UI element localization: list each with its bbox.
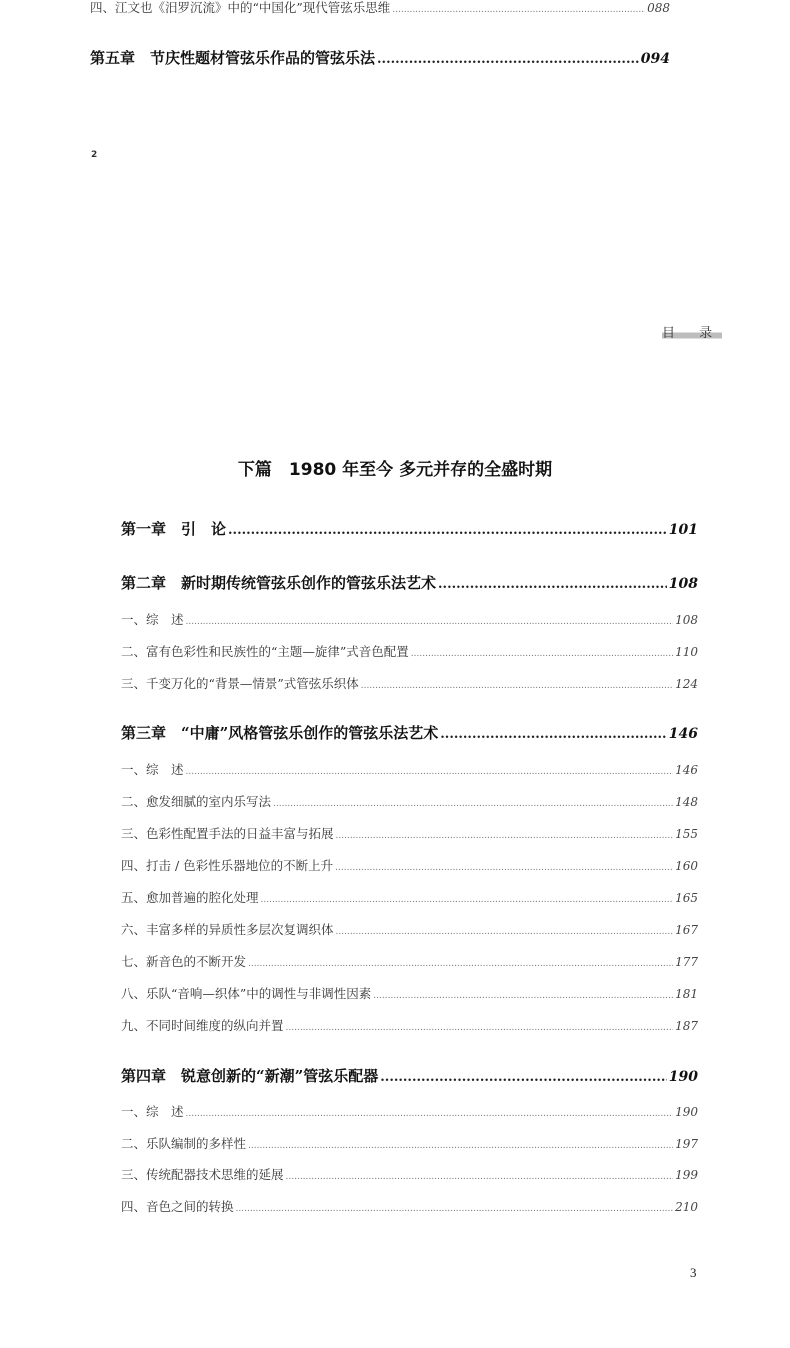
toc-subsection[interactable] <box>121 952 698 970</box>
leader-dots <box>261 895 674 905</box>
toc-chapter-1[interactable] <box>121 518 698 540</box>
toc-subsection[interactable] <box>121 674 698 692</box>
toc-subsection[interactable] <box>121 856 698 874</box>
toc-subsection-label: 五、愈加普遍的腔化处理 <box>121 890 259 905</box>
page-number-right: 3 <box>690 1265 697 1280</box>
toc-subsection[interactable] <box>121 1134 698 1152</box>
toc-subsection[interactable] <box>121 888 698 906</box>
leader-dots <box>335 863 673 873</box>
toc-subsection-page: 165 <box>675 891 698 905</box>
toc-chapter-page: 190 <box>668 1069 698 1085</box>
toc-entry-label: 第五章 节庆性题材管弦乐作品的管弦乐法 <box>90 49 376 67</box>
part-title: 下篇 1980 年至今 多元并存的全盛时期 <box>237 460 553 480</box>
toc-subsection[interactable] <box>121 1165 698 1183</box>
leader-dots <box>273 799 673 809</box>
toc-subsection-label: 一、综 述 <box>121 762 184 777</box>
toc-subsection-label: 一、综 述 <box>121 612 184 627</box>
toc-chapter-label: 第一章 引 论 <box>121 520 227 538</box>
leader-dots <box>440 727 667 742</box>
leader-dots <box>248 959 673 969</box>
toc-entry-prev-subsection[interactable] <box>90 0 670 16</box>
leader-dots <box>286 1172 674 1182</box>
toc-subsection-label: 二、愈发细腻的室内乐写法 <box>121 794 272 809</box>
toc-chapter-3[interactable] <box>121 722 698 744</box>
leader-dots <box>377 52 639 67</box>
toc-subsection-label: 四、打击 / 色彩性乐器地位的不断上升 <box>121 858 334 873</box>
toc-subsection-page: 187 <box>675 1019 698 1033</box>
toc-subsection-label: 三、传统配器技术思维的延展 <box>121 1167 284 1182</box>
toc-subsection-page: 110 <box>675 645 698 659</box>
leader-dots <box>186 1109 674 1119</box>
toc-chapter-page: 108 <box>668 576 698 592</box>
toc-subsection[interactable] <box>121 920 698 938</box>
toc-entry-page: 094 <box>640 51 670 67</box>
toc-subsection-label: 七、新音色的不断开发 <box>121 954 247 969</box>
toc-subsection-label: 三、色彩性配置手法的日益丰富与拓展 <box>121 826 334 841</box>
toc-entry-page: 088 <box>647 1 670 15</box>
toc-subsection-label: 六、丰富多样的异质性多层次复调织体 <box>121 922 334 937</box>
page-number-left: 2 <box>91 150 98 160</box>
leader-dots <box>186 617 674 627</box>
toc-entry-prev-chapter[interactable] <box>90 47 670 69</box>
toc-chapter-label: 第四章 锐意创新的“新潮”管弦乐配器 <box>121 1067 379 1085</box>
toc-subsection-page: 124 <box>675 677 698 691</box>
leader-dots <box>392 5 645 15</box>
toc-chapter-4[interactable] <box>121 1065 698 1087</box>
toc-chapter-label: 第二章 新时期传统管弦乐创作的管弦乐法艺术 <box>121 574 437 592</box>
toc-subsection-label: 八、乐队“音响—织体”中的调性与非调性因素 <box>121 986 372 1001</box>
toc-subsection-label: 二、富有色彩性和民族性的“主题—旋律”式音色配置 <box>121 644 409 659</box>
toc-subsection-label: 三、千变万化的“背景—情景”式管弦乐织体 <box>121 676 359 691</box>
leader-dots <box>286 1023 674 1033</box>
leader-dots <box>361 681 673 691</box>
toc-subsection[interactable] <box>121 984 698 1002</box>
leader-dots <box>336 831 674 841</box>
toc-subsection[interactable] <box>121 1102 698 1120</box>
toc-subsection-label: 九、不同时间维度的纵向并置 <box>121 1018 284 1033</box>
toc-subsection-page: 181 <box>675 987 698 1001</box>
toc-subsection-label: 四、音色之间的转换 <box>121 1199 234 1214</box>
section-header-label: 目 录 <box>662 322 722 341</box>
toc-subsection-page: 190 <box>675 1105 698 1119</box>
leader-dots <box>336 927 674 937</box>
toc-chapter-label: 第三章 “中庸”风格管弦乐创作的管弦乐法艺术 <box>121 724 439 742</box>
toc-subsection-page: 108 <box>675 613 698 627</box>
toc-entry-label: 四、江文也《汨罗沉流》中的“中国化”现代管弦乐思维 <box>90 0 391 15</box>
toc-subsection[interactable] <box>121 792 698 810</box>
leader-dots <box>380 1070 667 1085</box>
toc-subsection[interactable] <box>121 642 698 660</box>
toc-subsection[interactable] <box>121 1016 698 1034</box>
leader-dots <box>438 577 667 592</box>
toc-subsection-label: 二、乐队编制的多样性 <box>121 1136 247 1151</box>
toc-subsection-page: 210 <box>675 1200 698 1214</box>
toc-subsection-page: 155 <box>675 827 698 841</box>
toc-subsection-page: 160 <box>675 859 698 873</box>
toc-subsection-page: 197 <box>675 1137 698 1151</box>
toc-subsection-page: 199 <box>675 1168 698 1182</box>
toc-subsection-label: 一、综 述 <box>121 1104 184 1119</box>
toc-subsection[interactable] <box>121 760 698 778</box>
toc-subsection-page: 148 <box>675 795 698 809</box>
toc-subsection[interactable] <box>121 610 698 628</box>
toc-subsection-page: 146 <box>675 763 698 777</box>
leader-dots <box>236 1204 674 1214</box>
toc-subsection[interactable] <box>121 824 698 842</box>
toc-subsection-page: 177 <box>675 955 698 969</box>
leader-dots <box>248 1141 673 1151</box>
toc-chapter-2[interactable] <box>121 572 698 594</box>
leader-dots <box>411 649 673 659</box>
toc-subsection-page: 167 <box>675 923 698 937</box>
leader-dots <box>373 991 673 1001</box>
leader-dots <box>228 523 667 538</box>
toc-chapter-page: 146 <box>668 726 698 742</box>
toc-subsection[interactable] <box>121 1197 698 1215</box>
leader-dots <box>186 767 674 777</box>
toc-chapter-page: 101 <box>668 522 698 538</box>
